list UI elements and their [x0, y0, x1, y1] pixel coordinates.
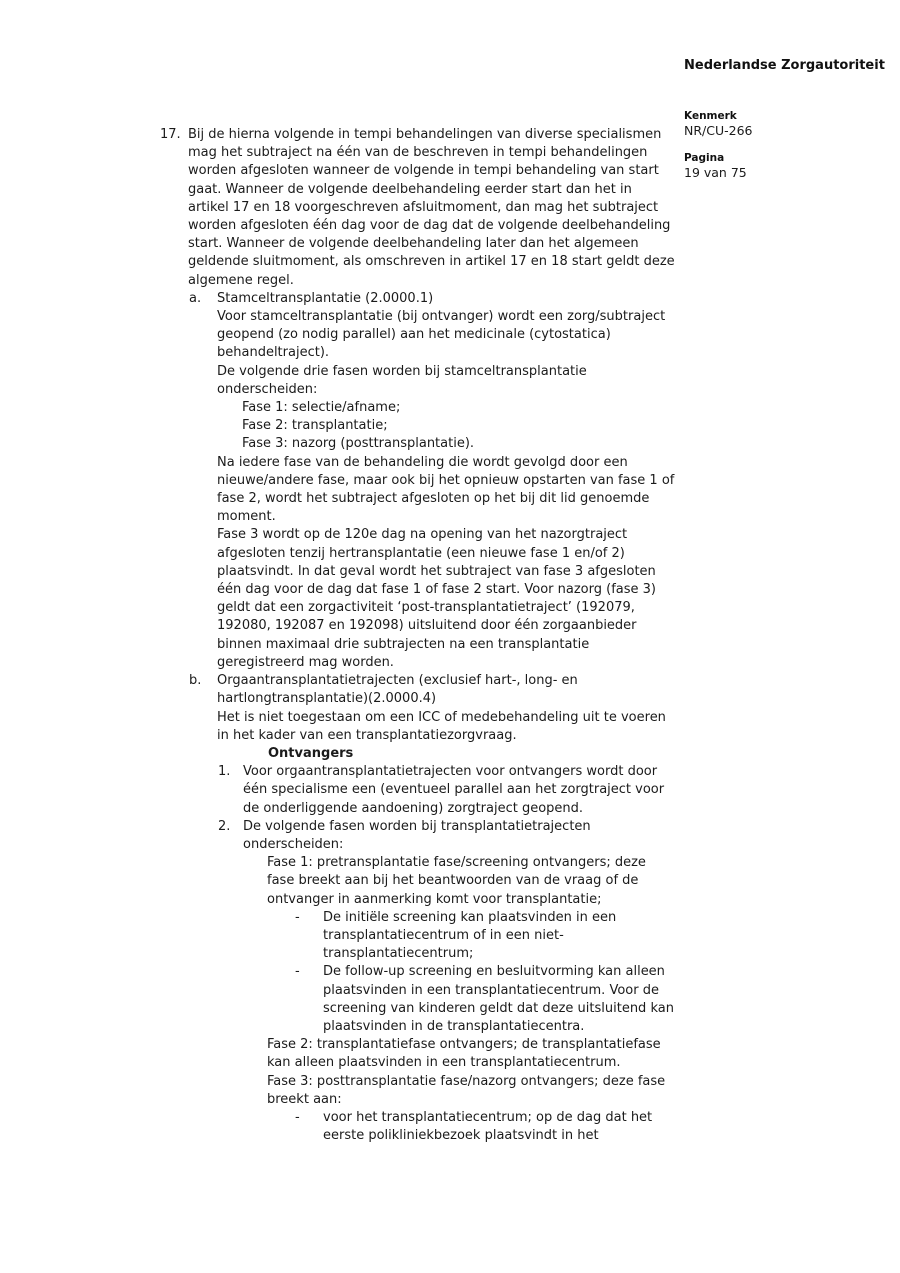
paragraph-text: Na iedere fase van de behandeling die wordt gevolgd door een nieuwe/andere fase, maar ook bij het opnieuw opstarten van fase 1 of fase 2, wordt het subtraject afgesloten op het bij dit lid genoemde moment. [217, 454, 675, 525]
paragraph-text: Voor orgaantransplantatietrajecten voor ontvangers wordt door één specialisme een (eventueel parallel aan het zorgtraject voor de onderliggende aandoening) zorgtraject geopend. [243, 764, 665, 816]
article-item-17 [160, 126, 676, 290]
list-item-text: De follow-up screening en besluitvorming kan alleen plaatsvinden in een transplantatiecentrum. Voor de screening van kinderen geldt dat deze uitsluitend kan plaatsvinden in de transplantatiecentra. [323, 964, 674, 1034]
item-marker: 1. [218, 764, 231, 780]
section-heading-ontvangers [160, 745, 676, 763]
fase-text: Fase 1: pretransplantatie fase/screening ontvangers; deze fase breekt aan bij het beantwoorden van de vraag of de ontvanger in aanmerking komt voor transplantatie; [267, 855, 646, 907]
fase-text: Fase 2: transplantatiefase ontvangers; de transplantatiefase kan alleen plaatsvinden in een transplantatiecentrum. [267, 1037, 661, 1071]
dash-list-item [160, 1109, 676, 1145]
numbered-item-2 [160, 818, 676, 854]
dash-list-item [160, 909, 676, 964]
sub-item-title: Stamceltransplantatie (2.0000.1) [217, 290, 434, 306]
fase-text: Fase 3: nazorg (posttransplantatie). [242, 436, 475, 452]
document-meta [684, 109, 753, 193]
pagina-label: Pagina [684, 152, 725, 164]
paragraph [160, 454, 676, 527]
list-item-text: voor het transplantatiecentrum; op de dag dat het eerste polikliniekbezoek plaatsvindt in het [323, 1109, 653, 1144]
fase-text: Fase 1: selectie/afname; [242, 400, 401, 416]
paragraph-text: De volgende drie fasen worden bij stamceltransplantatie onderscheiden: [217, 363, 587, 397]
fase-text: Fase 2: transplantatie; [242, 418, 388, 434]
item-marker: b. [189, 673, 202, 689]
paragraph [160, 308, 676, 363]
paragraph [160, 709, 676, 745]
numbered-item-1 [160, 763, 676, 818]
fase-paragraph [160, 1036, 676, 1072]
sub-item-a [160, 290, 676, 308]
fase-paragraph [160, 1073, 676, 1109]
pagina-value: 19 van 75 [684, 165, 747, 180]
item-marker: a. [189, 290, 202, 306]
heading-text: Ontvangers [268, 745, 354, 761]
paragraph [160, 526, 676, 672]
fase-line [160, 417, 676, 435]
paragraph-text: Voor stamceltransplantatie (bij ontvanger) wordt een zorg/subtraject geopend (zo nodig parallel) aan het medicinale (cytostatica) behandeltraject). [217, 309, 666, 361]
sub-item-b [160, 672, 676, 708]
item-marker: 17. [160, 127, 181, 142]
list-item-text: De initiële screening kan plaatsvinden in een transplantatiecentrum of in een niet-transplantatiecentrum; [323, 909, 617, 962]
kenmerk-label: Kenmerk [684, 110, 737, 122]
paragraph-text: Fase 3 wordt op de 120e dag na opening van het nazorgtraject afgesloten tenzij hertransplantatie (een nieuwe fase 1 en/of 2) plaatsvindt. In dat geval wordt het subtraject van fase 3 afgesloten één dag voor de dag dat fase 1 of fase 2 start. Voor nazorg (fase 3) geldt dat een zorgactiviteit ‘post-transplantatietraject’ (192079, 192080, 192087 en 192098) uitsluitend door één zorgaanbieder binnen maximaal drie subtrajecten na een transplantatie geregistreerd mag worden. [217, 527, 656, 670]
paragraph-text: Bij de hierna volgende in tempi behandelingen van diverse specialismen mag het subtraject na één van de beschreven in tempi behandelingen worden afgesloten wanneer de volgende in tempi behandeling van start gaat. Wanneer de volgende deelbehandeling eerder start dan het in artikel 17 en 18 voorgeschreven afsluitmoment, dan mag het subtraject worden afgesloten één dag voor de dag dat de volgende deelbehandeling start. Wanneer de volgende deelbehandeling later dan het algemeen geldende sluitmoment, als omschreven in artikel 17 en 18 start geldt deze algemene regel. [188, 127, 675, 288]
fase-line [160, 399, 676, 417]
paragraph-text: De volgende fasen worden bij transplantatietrajecten onderscheiden: [243, 818, 591, 852]
fase-line [160, 435, 676, 453]
dash-marker: - [295, 1109, 300, 1125]
kenmerk-value: NR/CU-266 [684, 123, 753, 138]
fase-text: Fase 3: posttransplantatie fase/nazorg ontvangers; deze fase breekt aan: [267, 1073, 666, 1107]
sub-item-title: Orgaantransplantatietrajecten (exclusief hart-, long- en hartlongtransplantatie)(2.0000.4) [217, 673, 578, 707]
article-body [160, 126, 676, 1145]
item-marker: 2. [218, 818, 231, 834]
dash-list-item [160, 963, 676, 1036]
dash-marker: - [295, 964, 300, 980]
dash-marker: - [295, 909, 300, 925]
paragraph [160, 363, 676, 399]
org-name: Nederlandse Zorgautoriteit [684, 58, 885, 73]
fase-paragraph [160, 854, 676, 909]
paragraph-text: Het is niet toegestaan om een ICC of medebehandeling uit te voeren in het kader van een transplantatiezorgvraag. [217, 709, 666, 743]
